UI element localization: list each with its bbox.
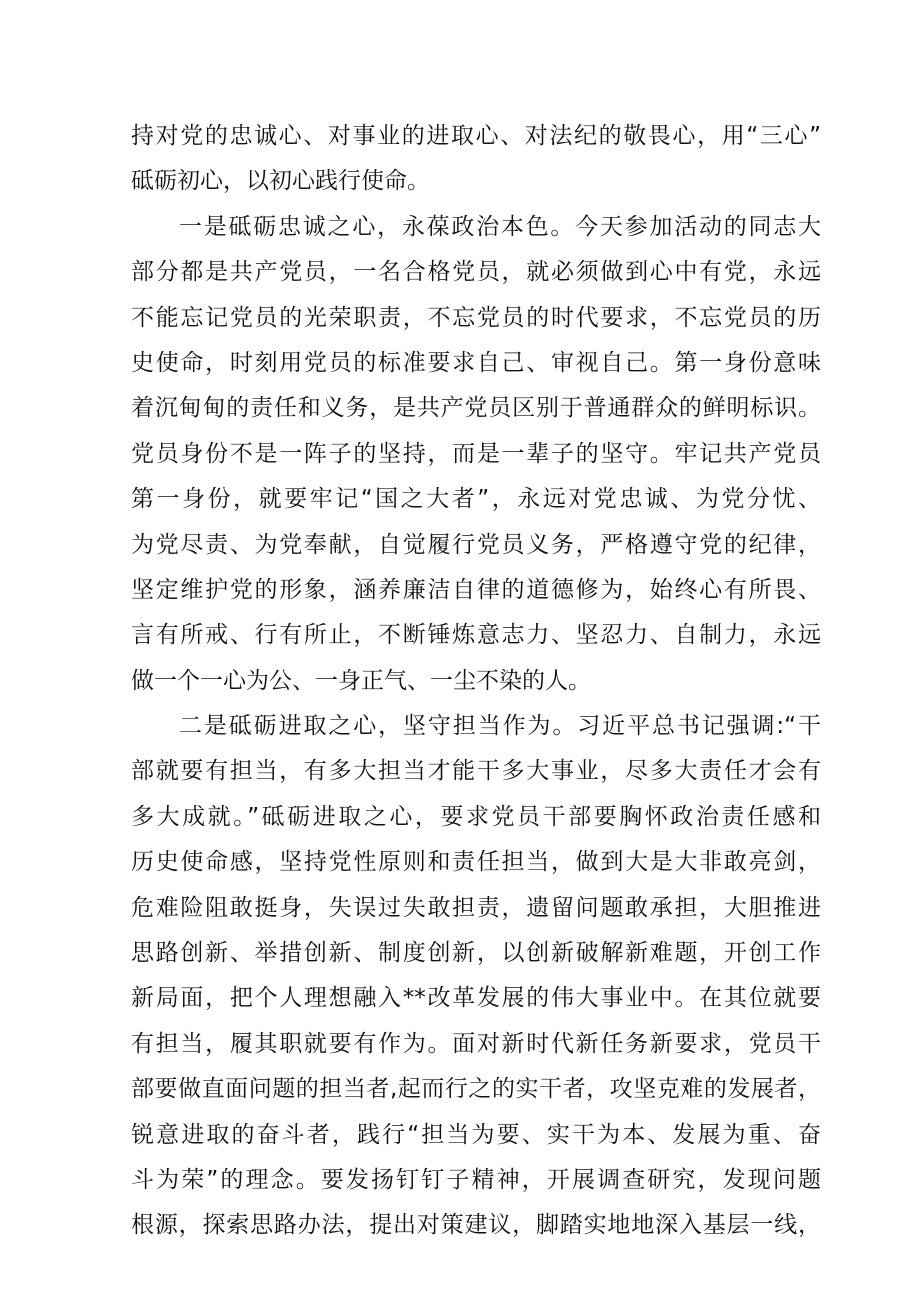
text-line: 有担当，履其职就要有作为。面对新时代新任务新要求，党员干 xyxy=(131,1030,821,1057)
text-line: 危难险阻敢挺身，失误过失敢担责，遗留问题敢承担，大胆推进 xyxy=(131,894,821,921)
text-line: 不能忘记党员的光荣职责，不忘党员的时代要求，不忘党员的历 xyxy=(131,304,821,331)
text-line: 斗为荣”的理念。要发扬钉钉子精神，开展调查研究，发现问题 xyxy=(131,1166,821,1193)
text-line: 着沉甸甸的责任和义务，是共产党员区别于普通群众的鲜明标识。 xyxy=(131,395,821,422)
text-line: 新局面，把个人理想融入**改革发展的伟大事业中。在其位就要 xyxy=(131,985,821,1012)
text-line: 做一个一心为公、一身正气、一尘不染的人。 xyxy=(131,667,591,694)
text-line: 持对党的忠诚心、对事业的进取心、对法纪的敬畏心，用“三心” xyxy=(131,123,821,149)
text-line: 史使命，时刻用党员的标准要求自己、审视自己。第一身份意味 xyxy=(131,349,821,376)
text-line: 言有所戒、行有所止，不断锤炼意志力、坚忍力、自制力，永远 xyxy=(131,622,821,649)
text-line: 为党尽责、为党奉献，自觉履行党员义务，严格遵守党的纪律， xyxy=(131,531,821,558)
text-line: 多大成就。”砥砺进取之心，要求党员干部要胸怀政治责任感和 xyxy=(131,803,821,830)
text-line: 一是砥砺忠诚之心，永葆政治本色。今天参加活动的同志大 xyxy=(179,213,821,240)
text-line: 部就要有担当，有多大担当才能干多大事业，尽多大责任才会有 xyxy=(131,758,821,785)
text-line: 思路创新、举措创新、制度创新，以创新破解新难题，开创工作 xyxy=(131,940,821,967)
text-line: 二是砥砺进取之心，坚守担当作为。习近平总书记强调:“干 xyxy=(179,713,821,740)
text-line: 部分都是共产党员，一名合格党员，就必须做到心中有党，永远 xyxy=(131,259,821,286)
text-line: 第一身份，就要牢记“国之大者”，永远对党忠诚、为党分忧、 xyxy=(131,486,821,513)
document-body xyxy=(131,114,821,1249)
text-line: 锐意进取的奋斗者，践行“担当为要、实干为本、发展为重、奋 xyxy=(131,1121,821,1148)
text-line: 砥砺初心，以初心践行使命。 xyxy=(131,168,430,195)
text-line: 历史使命感，坚持党性原则和责任担当，做到大是大非敢亮剑， xyxy=(131,849,821,876)
text-line: 根源，探索思路办法，提出对策建议，脚踏实地地深入基层一线， xyxy=(131,1212,821,1239)
text-line: 党员身份不是一阵子的坚持，而是一辈子的坚守。牢记共产党员 xyxy=(131,440,821,467)
text-line: 部要做直面问题的担当者,起而行之的实干者，攻坚克难的发展者， xyxy=(131,1076,821,1103)
text-line: 坚定维护党的形象，涵养廉洁自律的道德修为，始终心有所畏、 xyxy=(131,576,821,603)
